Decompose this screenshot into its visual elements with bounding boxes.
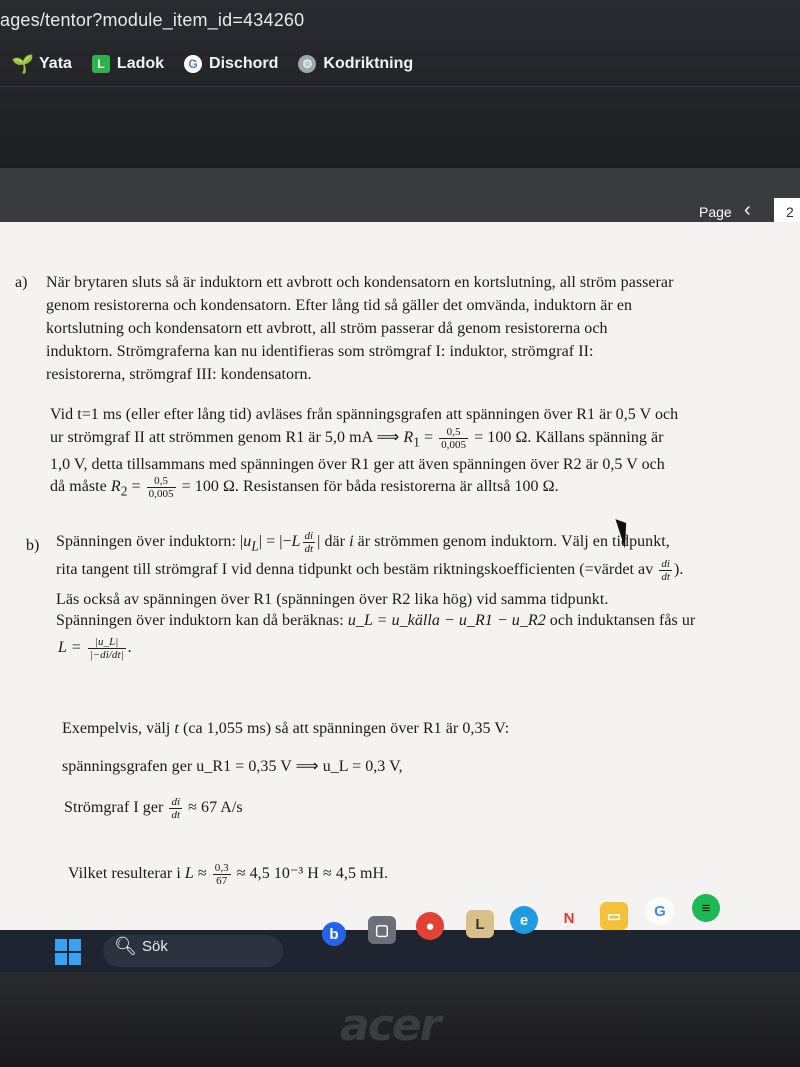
text-fragment: Spänningen över induktorn: | bbox=[56, 533, 244, 551]
bookmark-kodriktning[interactable] bbox=[298, 55, 413, 73]
fraction bbox=[213, 862, 231, 887]
text-fragment: då måste bbox=[50, 478, 111, 496]
text-line: 1,0 V, detta tillsammans med spänningen över R1 ger att även spänningen över R2 är 0,5 V och bbox=[50, 456, 665, 473]
spotify-icon[interactable]: ≡ bbox=[692, 894, 720, 922]
text-fragment: = bbox=[127, 478, 145, 496]
text-line bbox=[64, 796, 243, 821]
document-page bbox=[0, 222, 800, 930]
chrome-icon[interactable]: ● bbox=[416, 912, 444, 940]
fraction-num: di bbox=[661, 558, 670, 570]
item-marker-b: b) bbox=[26, 537, 40, 554]
search-icon: 🔍︎ bbox=[114, 936, 137, 956]
text-fragment: ≈ bbox=[193, 865, 211, 883]
fraction-den: 67 bbox=[216, 875, 228, 887]
text-fragment: = bbox=[419, 429, 438, 447]
item-marker-a: a) bbox=[15, 274, 28, 291]
fraction-den: |−di/dt| bbox=[89, 649, 124, 661]
text-line: kortslutning och kondensatorn ett avbrott, all ström passerar då genom resistorerna och bbox=[46, 320, 608, 337]
fraction bbox=[303, 530, 316, 555]
chevron-left-icon[interactable]: ‹ bbox=[744, 199, 751, 221]
sprout-icon: 🌱 bbox=[11, 53, 35, 74]
fraction-num: 0,3 bbox=[214, 862, 229, 874]
text-line bbox=[56, 558, 683, 583]
bing-icon[interactable]: b bbox=[322, 922, 346, 946]
text-line bbox=[68, 862, 388, 887]
fraction-den: dt bbox=[661, 571, 670, 583]
text-line: genom resistorerna och kondensatorn. Efter lång tid så gäller det omvända, induktorn är en bbox=[46, 297, 633, 314]
text-fragment: = 100 Ω. Källans spänning är bbox=[470, 429, 664, 447]
fraction bbox=[659, 558, 672, 583]
fraction-num: di bbox=[304, 530, 314, 542]
math-var: t bbox=[174, 720, 179, 737]
fraction bbox=[439, 426, 468, 451]
text-fragment: (ca 1,055 ms) så att spänningen över R1 är 0,35 V: bbox=[178, 720, 510, 737]
math-var: L bbox=[184, 865, 194, 883]
math-sub: 2 bbox=[120, 483, 128, 499]
fraction bbox=[169, 796, 182, 821]
text-fragment: ur strömgraf II att strömmen genom R1 är 5,0 mA ⟹ bbox=[50, 429, 404, 447]
dischord-icon: G bbox=[184, 55, 202, 73]
fraction-num: |u_L| bbox=[88, 636, 126, 649]
text-line bbox=[50, 475, 559, 500]
math-var: R bbox=[403, 429, 414, 447]
divider bbox=[0, 86, 800, 87]
bookmark-yata[interactable] bbox=[11, 53, 72, 74]
bookmark-label: Yata bbox=[39, 55, 72, 72]
text-fragment: ). bbox=[673, 561, 684, 579]
math-sub: L bbox=[251, 538, 259, 554]
bookmark-label: Ladok bbox=[116, 55, 165, 72]
laptop-brand-logo: acer bbox=[340, 1000, 440, 1051]
terminal-icon[interactable]: L bbox=[466, 910, 494, 938]
formula: u_L = u_källa − u_R1 − u_R2 bbox=[347, 612, 546, 629]
text-fragment: Vilket resulterar i bbox=[68, 865, 185, 883]
bookmark-ladok[interactable] bbox=[92, 55, 164, 73]
text-fragment: och induktansen fås ur bbox=[545, 612, 696, 629]
fraction-num: di bbox=[171, 796, 181, 808]
fraction-num: 0,5 bbox=[147, 475, 176, 488]
text-line: När brytaren sluts så är induktorn ett avbrott och kondensatorn en kortslutning, all ström passerar bbox=[46, 274, 674, 291]
math-var: L bbox=[291, 533, 301, 551]
bookmark-dischord[interactable] bbox=[184, 55, 278, 73]
text-line: Läs också av spänningen över R1 (spänningen över R2 lika hög) vid samma tidpunkt. bbox=[56, 591, 609, 608]
text-fragment: Spänningen över induktorn kan då beräknas: bbox=[56, 612, 348, 629]
fraction-num: 0,5 bbox=[439, 426, 468, 439]
edge-icon[interactable]: e bbox=[510, 906, 538, 934]
fraction-den: dt bbox=[171, 809, 181, 821]
text-line: spänningsgrafen ger u_R1 = 0,35 V ⟹ u_L = 0,3 V, bbox=[62, 758, 403, 775]
fraction-den: 0,005 bbox=[441, 439, 467, 451]
windows-start-icon[interactable] bbox=[55, 939, 81, 965]
text-line bbox=[56, 530, 670, 555]
text-fragment: ≈ 67 A/s bbox=[184, 799, 243, 817]
fraction-den: dt bbox=[304, 543, 314, 555]
pdf-toolbar bbox=[0, 168, 800, 222]
page-label: Page bbox=[699, 204, 732, 220]
text-fragment: ≈ 4,5 10⁻³ H ≈ 4,5 mH. bbox=[232, 865, 389, 883]
fraction-den: 0,005 bbox=[148, 488, 174, 500]
text-line bbox=[58, 636, 132, 661]
text-fragment: rita tangent till strömgraf I vid denna tidpunkt och bestäm riktningskoefficienten (=värdet av bbox=[56, 561, 658, 579]
math-var: i bbox=[349, 533, 354, 551]
text-line bbox=[56, 612, 695, 630]
text-line: induktorn. Strömgraferna kan nu identifieras som strömgraf I: induktor, strömgraf II: bbox=[46, 343, 594, 360]
text-fragment: är strömmen genom induktorn. Välj en tidpunkt, bbox=[353, 533, 670, 551]
text-line bbox=[62, 720, 509, 738]
files-icon[interactable]: ▢ bbox=[368, 916, 396, 944]
text-fragment: L = bbox=[58, 639, 86, 657]
fraction bbox=[88, 636, 126, 661]
math-var: R bbox=[110, 478, 121, 496]
folder-icon[interactable]: ▭ bbox=[600, 902, 628, 930]
text-line: resistorerna, strömgraf III: kondensatorn. bbox=[46, 366, 312, 383]
text-line bbox=[50, 426, 664, 451]
bookmark-label: Kodriktning bbox=[323, 55, 414, 72]
fraction bbox=[147, 475, 176, 500]
math-var: u bbox=[243, 533, 252, 551]
google-icon[interactable]: G bbox=[646, 897, 674, 925]
text-line: Vid t=1 ms (eller efter lång tid) avläses från spänningsgrafen att spänningen över R1 är 0,5 V och bbox=[50, 406, 679, 423]
text-fragment: | = |− bbox=[258, 533, 292, 551]
bookmark-label: Dischord bbox=[209, 55, 279, 72]
page-number-input[interactable]: 2 bbox=[774, 198, 800, 226]
math-sub: 1 bbox=[413, 434, 420, 450]
ladok-icon: L bbox=[92, 55, 110, 73]
taskbar-search-label: Sök bbox=[142, 938, 168, 955]
text-fragment: . bbox=[127, 639, 132, 657]
text-fragment: = 100 Ω. Resistansen för båda resistorerna är alltså 100 Ω. bbox=[177, 478, 559, 496]
bookmarks-bar bbox=[11, 50, 414, 78]
address-bar-url[interactable]: ages/tentor?module_item_id=434260 bbox=[0, 10, 305, 30]
text-fragment: Strömgraf I ger bbox=[64, 799, 168, 817]
text-fragment: | där bbox=[317, 533, 350, 551]
app-n-icon[interactable]: N bbox=[563, 909, 575, 927]
text-fragment: Exempelvis, välj bbox=[62, 720, 175, 737]
kodriktning-icon: ⚙ bbox=[298, 55, 316, 73]
